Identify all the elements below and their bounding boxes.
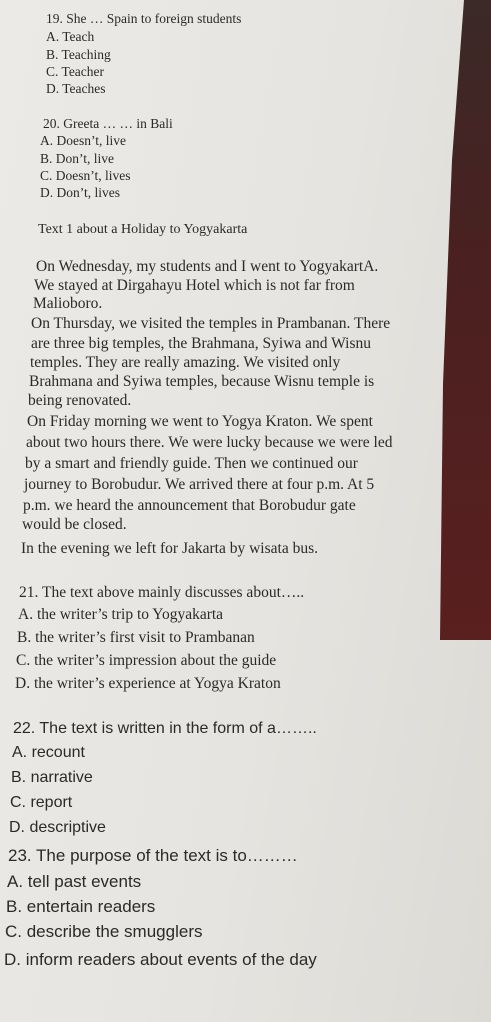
question-22-stem: 22. The text is written in the form of a…….. xyxy=(13,720,317,737)
passage-line: would be closed. xyxy=(22,516,127,533)
question-20-option-d: D. Don’t, lives xyxy=(40,185,120,200)
passage-line: Brahmana and Syiwa temples, because Wisnu temple is xyxy=(29,373,375,390)
passage-line: temples. They are really amazing. We visited only xyxy=(30,354,341,371)
question-23-option-b: B. entertain readers xyxy=(6,897,156,916)
question-21-stem: 21. The text above mainly discusses about….. xyxy=(19,584,305,601)
question-19-option-a: A. Teach xyxy=(46,29,95,44)
question-19-option-d: D. Teaches xyxy=(46,81,106,96)
passage-line: being renovated. xyxy=(28,392,132,409)
passage-line: p.m. we heard the announcement that Borobudur gate xyxy=(23,497,356,514)
passage-line: about two hours there. We were lucky because we were led xyxy=(26,434,393,451)
question-19-stem: 19. She … Spain to foreign students xyxy=(46,11,242,26)
passage-line: On Friday morning we went to Yogya Kraton. We spent xyxy=(27,413,373,430)
question-23-option-d: D. inform readers about events of the day xyxy=(4,950,317,969)
text-title: Text 1 about a Holiday to Yogyakarta xyxy=(38,222,248,237)
question-21-option-c: C. the writer’s impression about the guide xyxy=(16,652,277,669)
passage-line: On Thursday, we visited the temples in Prambanan. There xyxy=(31,315,391,332)
question-21-option-b: B. the writer’s first visit to Prambanan xyxy=(17,629,255,646)
question-22-option-d: D. descriptive xyxy=(9,819,106,836)
question-20-option-a: A. Doesn’t, live xyxy=(40,133,126,148)
question-22-option-c: C. report xyxy=(10,794,73,811)
question-20-option-b: B. Don’t, live xyxy=(40,151,114,166)
passage-line: On Wednesday, my students and I went to YogyakartA. xyxy=(36,258,379,275)
question-21-option-d: D. the writer’s experience at Yogya Kraton xyxy=(15,675,281,692)
question-21-option-a: A. the writer’s trip to Yogyakarta xyxy=(18,606,224,623)
question-22-option-b: B. narrative xyxy=(11,769,93,786)
question-20-stem: 20. Greeta … … in Bali xyxy=(43,116,173,131)
question-23-option-a: A. tell past events xyxy=(7,872,142,891)
question-23-stem: 23. The purpose of the text is to……… xyxy=(8,846,298,865)
question-19-option-b: B. Teaching xyxy=(46,47,111,62)
question-22-option-a: A. recount xyxy=(12,744,85,761)
passage-line: are three big temples, the Brahmana, Syiwa and Wisnu xyxy=(31,335,371,352)
passage-line: journey to Borobudur. We arrived there at four p.m. At 5 xyxy=(24,476,375,493)
question-20-option-c: C. Doesn’t, lives xyxy=(40,168,131,183)
passage-line: We stayed at Dirgahayu Hotel which is not far from xyxy=(34,277,355,294)
question-23-option-c: C. describe the smugglers xyxy=(5,922,203,941)
passage-line: Malioboro. xyxy=(33,295,103,312)
question-19-option-c: C. Teacher xyxy=(46,64,105,79)
passage-line: In the evening we left for Jakarta by wisata bus. xyxy=(21,540,318,557)
passage-line: by a smart and friendly guide. Then we continued our xyxy=(25,455,358,472)
